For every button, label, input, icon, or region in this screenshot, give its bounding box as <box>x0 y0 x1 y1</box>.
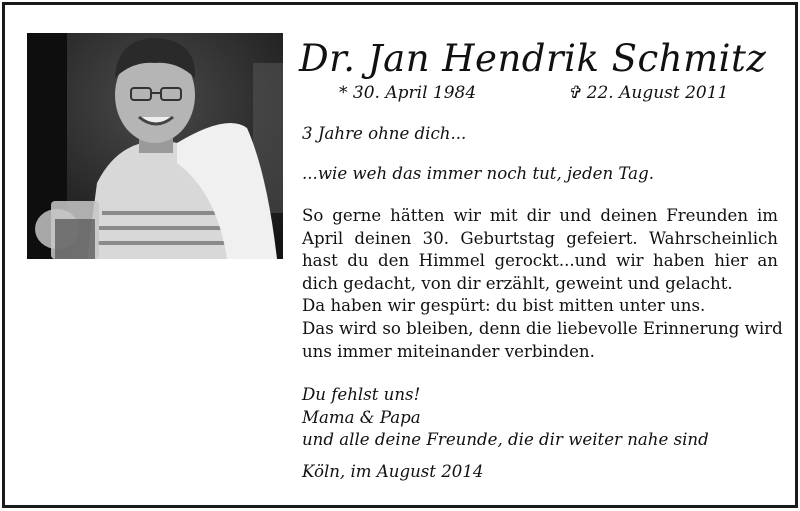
signature-line: und alle deine Freunde, die dir weiter nahe sind <box>302 430 709 450</box>
signature-block <box>302 384 778 452</box>
death-date-line <box>567 83 728 103</box>
paragraph-line: Da haben wir gespürt: du bist mitten unter uns. <box>302 296 706 316</box>
paragraph-line: uns immer miteinander verbinden. <box>302 341 595 361</box>
deceased-name: Dr. Jan Hendrik Schmitz <box>299 37 767 80</box>
birth-date: 30. April 1984 <box>352 83 477 103</box>
signature-line: Du fehlst uns! <box>302 385 421 404</box>
paragraph-line: Das wird so bleiben, denn die liebevolle Erinnerung wird <box>302 318 783 338</box>
paragraph-justified: So gerne hätten wir mit dir und deinen Freunden im April deinen 30. Geburtstag gefeiert. Wahrscheinlich hast du den Himmel gerockt...und wir haben hier an dich gedacht, von dir erzählt, geweint und gelacht. <box>302 206 778 293</box>
place-and-date: Köln, im August 2014 <box>302 462 484 481</box>
intro-line: 3 Jahre ohne dich... <box>302 124 467 143</box>
death-cross-icon: ✞ <box>567 83 582 103</box>
memorial-paragraph <box>302 205 783 363</box>
birth-date-line <box>339 83 476 103</box>
birth-star-icon: * <box>339 83 348 103</box>
portrait-photo-image <box>27 33 283 259</box>
obituary-notice <box>2 2 798 508</box>
second-line: ...wie weh das immer noch tut, jeden Tag. <box>302 164 654 183</box>
signature-line: Mama & Papa <box>302 407 421 427</box>
portrait-photo <box>27 33 283 259</box>
death-date: 22. August 2011 <box>586 83 729 103</box>
